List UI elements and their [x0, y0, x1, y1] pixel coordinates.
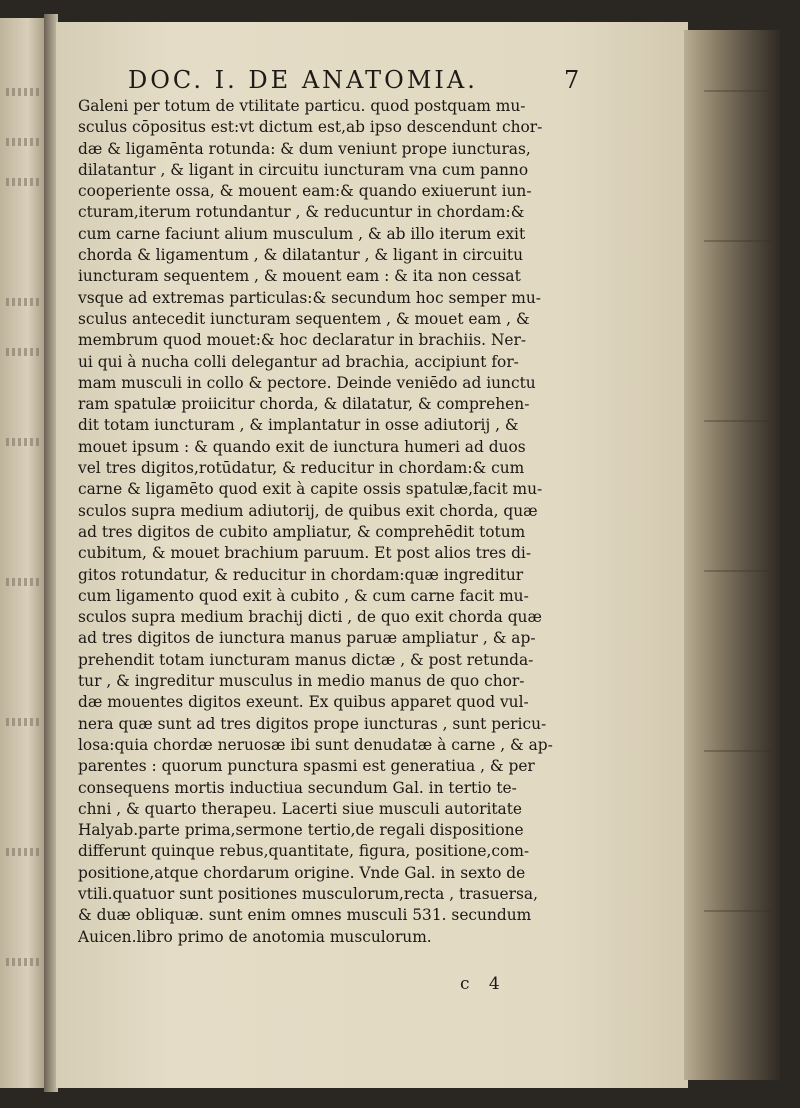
- page-edge-strip: [704, 240, 774, 242]
- facing-page-text-fragment: [6, 718, 40, 726]
- running-header: [128, 66, 598, 96]
- page-edge-strip: [704, 90, 774, 92]
- text-line: nera quæ sunt ad tres digitos prope iuncturas , sunt pericu-: [78, 714, 547, 733]
- text-line: parentes : quorum punctura spasmi est generatiua , & per: [78, 757, 535, 776]
- text-line: dæ mouentes digitos exeunt. Ex quibus apparet quod vul-: [78, 693, 529, 712]
- text-line: carne & ligamēto quod exit à capite ossis spatulæ,facit mu-: [78, 480, 543, 499]
- text-line: vtili.quatuor sunt positiones musculorum,recta , trasuersa,: [78, 884, 538, 903]
- text-line: mam musculi in collo & pectore. Deinde veniēdo ad iunctu: [78, 373, 536, 392]
- facing-page-text-fragment: [6, 298, 40, 306]
- facing-page-text-fragment: [6, 348, 40, 356]
- text-line: cubitum, & mouet brachium paruum. Et post alios tres di-: [78, 544, 532, 563]
- text-line: cum ligamento quod exit à cubito , & cum carne facit mu-: [78, 586, 529, 605]
- text-line: & duæ obliquæ. sunt enim omnes musculi 531. secundum: [78, 906, 532, 925]
- facing-page-edge: [0, 18, 46, 1088]
- facing-page-text-fragment: [6, 88, 40, 96]
- facing-page-text-fragment: [6, 178, 40, 186]
- text-line: dæ & ligamēnta rotunda: & dum veniunt prope iuncturas,: [78, 139, 531, 158]
- text-line: Halyab.parte prima,sermone tertio,de regali dispositione: [78, 821, 524, 840]
- facing-page-text-fragment: [6, 848, 40, 856]
- text-line: membrum quod mouet:& hoc declaratur in brachiis. Ner-: [78, 331, 527, 350]
- text-line: tur , & ingreditur musculus in medio manus de quo chor-: [78, 672, 525, 691]
- signature-mark: c 4: [460, 974, 500, 994]
- text-line: cooperiente ossa, & mouent eam:& quando exiuerunt iun-: [78, 182, 532, 201]
- text-line: prehendit totam iuncturam manus dictæ , & post retunda-: [78, 650, 534, 669]
- text-line: consequens mortis inductiua secundum Gal. in tertio te-: [78, 778, 517, 797]
- text-line: mouet ipsum : & quando exit de iunctura humeri ad duos: [78, 437, 526, 456]
- text-line: cturam,iterum rotundantur , & reducuntur in chordam:&: [78, 203, 525, 222]
- text-line: Galeni per totum de vtilitate particu. quod postquam mu-: [78, 97, 526, 115]
- text-line: gitos rotundatur, & reducitur in chordam:quæ ingreditur: [78, 565, 524, 584]
- text-line: ram spatulæ proiicitur chorda, & dilatatur, & comprehen-: [78, 395, 530, 414]
- text-line: positione,atque chordarum origine. Vnde Gal. in sexto de: [78, 863, 526, 882]
- text-line: chorda & ligamentum , & dilatantur , & ligant in circuitu: [78, 246, 524, 265]
- page-edge-strip: [704, 910, 774, 912]
- text-line: ad tres digitos de iunctura manus paruæ ampliatur , & ap-: [78, 629, 536, 648]
- page-edge-strip: [704, 570, 774, 572]
- text-line: iuncturam sequentem , & mouent eam : & ita non cessat: [78, 267, 521, 286]
- facing-page-text-fragment: [6, 958, 40, 966]
- text-line: dit totam iuncturam , & implantatur in osse adiutorij , &: [78, 416, 519, 435]
- running-title: DOC. I. DE ANATOMIA.: [128, 66, 478, 94]
- facing-page-text-fragment: [6, 438, 40, 446]
- text-line: cum carne faciunt alium musculum , & ab illo iterum exit: [78, 224, 526, 243]
- text-line: dilatantur , & ligant in circuitu iuncturam vna cum panno: [78, 160, 529, 179]
- page-edge-strip: [704, 420, 774, 422]
- page-number: 7: [564, 66, 580, 94]
- text-line: Auicen.libro primo de anotomia musculorum.: [78, 927, 432, 946]
- text-line: ad tres digitos de cubito ampliatur, & comprehēdit totum: [78, 522, 526, 541]
- text-line: differunt quinque rebus,quantitate, figura, positione,com-: [78, 842, 530, 861]
- text-line: ui qui à nucha colli delegantur ad brachia, accipiunt for-: [78, 352, 519, 371]
- page-block-edge: [684, 30, 780, 1080]
- text-line: losa:quia chordæ neruosæ ibi sunt denudatæ à carne , & ap-: [78, 735, 553, 754]
- text-line: chni , & quarto therapeu. Lacerti siue musculi autoritate: [78, 799, 523, 818]
- body-text: [78, 96, 578, 948]
- text-line: vsque ad extremas particulas:& secundum hoc semper mu-: [78, 288, 541, 307]
- text-line: sculus cōpositus est:vt dictum est,ab ipso descendunt chor-: [78, 118, 543, 137]
- facing-page-text-fragment: [6, 138, 40, 146]
- text-line: vel tres digitos,rotūdatur, & reducitur in chordam:& cum: [78, 459, 525, 478]
- text-line: sculos supra medium adiutorij, de quibus exit chorda, quæ: [78, 501, 538, 520]
- facing-page-text-fragment: [6, 578, 40, 586]
- page-edge-strip: [704, 750, 774, 752]
- text-line: sculos supra medium brachij dicti , de quo exit chorda quæ: [78, 608, 542, 627]
- text-line: sculus antecedit iuncturam sequentem , & mouet eam , &: [78, 309, 530, 328]
